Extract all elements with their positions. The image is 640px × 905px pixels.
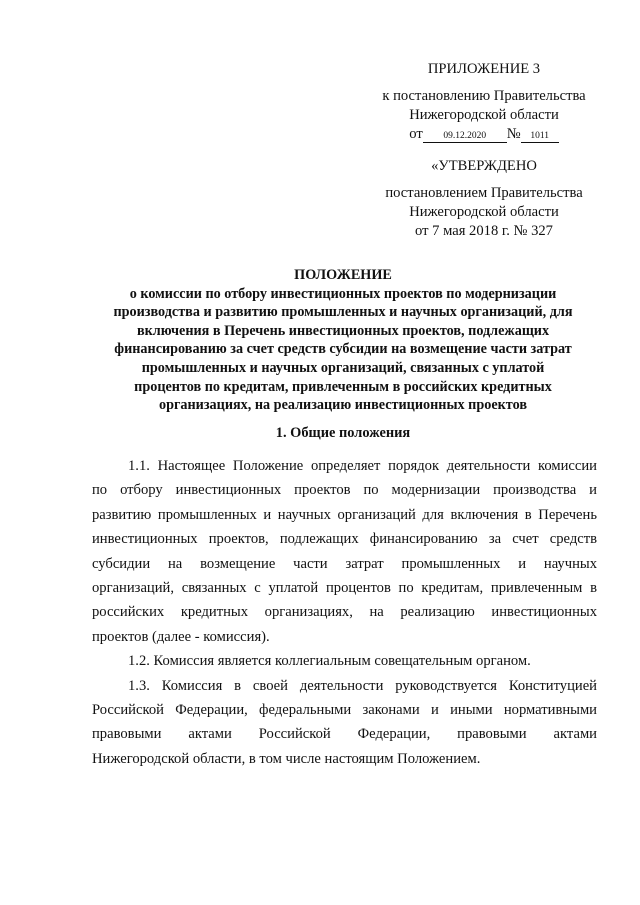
paragraph-line: правовыми актами Российской Федерации, правовыми актами [92,726,597,743]
paragraph-line: проектов (далее - комиссия). [92,628,270,645]
date-prefix: от [409,126,423,142]
decree-date-field: 09.12.2020 [423,130,507,143]
paragraph-line: субсидии на возмещение части затрат промышленных и научных [92,555,597,572]
approval-header [368,60,600,241]
paragraph-line: 1.2. Комиссия является коллегиальным совещательным органом. [128,653,531,670]
decree-date-number-row [368,125,600,144]
decree-number-field: 1011 [521,130,559,143]
approved-line-4: от 7 мая 2018 г. № 327 [415,223,553,239]
paragraph-1-1 [92,454,597,649]
paragraph-line: инвестиционных проектов, подлежащих финансированию за счет средств [92,531,597,548]
paragraph-1-2 [92,649,597,673]
title-line-7: организациях, на реализацию инвестиционных проектов [158,397,527,414]
approved-label: «УТВЕРЖДЕНО [431,158,537,174]
title-line-3: включения в Перечень инвестиционных проектов, подлежащих [136,322,550,339]
paragraph-line: развитию промышленных и научных организаций для включения в Перечень [92,506,597,523]
title-line-6: процентов по кредитам, привлеченным в российских кредитных [134,378,552,395]
section-heading: 1. Общие положения [275,425,411,441]
paragraph-line: организаций, связанных с уплатой процентов по кредитам, привлеченным в [92,580,597,597]
section-body [92,454,597,771]
paragraph-line: 1.1. Настоящее Положение определяет порядок деятельности комиссии [128,458,597,474]
approved-line-3: Нижегородской области [409,204,559,220]
header-spacer [368,144,600,157]
title-heading: ПОЛОЖЕНИЕ [294,267,392,283]
paragraph-1-3 [92,674,597,772]
document-title [100,266,586,415]
paragraph-line: российских кредитных организациях, на реализацию инвестиционных [92,604,597,621]
approved-line-2: постановлением Правительства [385,185,583,201]
title-line-4: финансированию за счет средств субсидии на возмещение части затрат [114,341,572,358]
number-sign: № [506,126,521,142]
decree-reference-line-2: Нижегородской области [409,107,559,123]
decree-reference-line-1: к постановлению Правительства [382,88,586,104]
paragraph-line: по отбору инвестиционных проектов по модернизации производства и [92,482,597,499]
title-line-5: промышленных и научных организаций, связанных с уплатой [141,359,545,376]
paragraph-line: 1.3. Комиссия в своей деятельности руководствуется Конституцией [128,677,597,694]
appendix-label: ПРИЛОЖЕНИЕ 3 [427,61,541,77]
paragraph-line: Российской Федерации, федеральными законами и иными нормативными [92,702,597,719]
title-line-1: о комиссии по отбору инвестиционных проектов по модернизации [129,285,557,302]
paragraph-line: Нижегородской области, в том числе настоящим Положением. [92,750,481,767]
title-line-2: производства и развитию промышленных и научных организаций, для [113,304,573,321]
